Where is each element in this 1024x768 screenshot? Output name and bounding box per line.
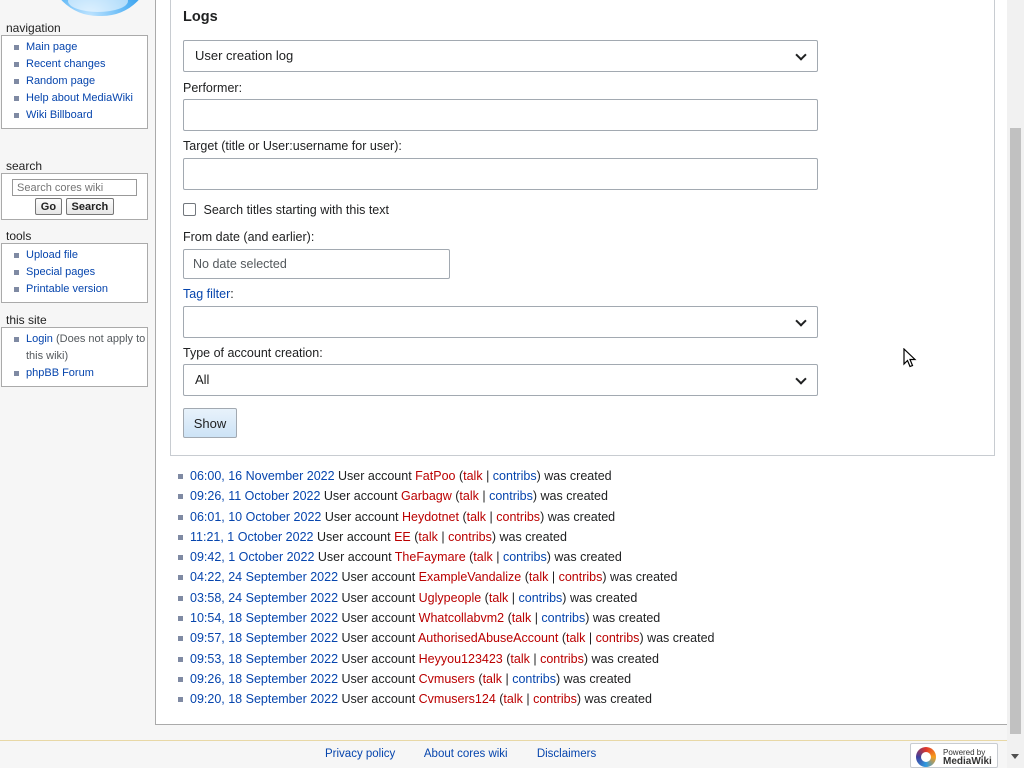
forum-link[interactable]: phpBB Forum xyxy=(26,367,94,379)
log-timestamp-link[interactable]: 06:01, 10 October 2022 xyxy=(190,509,322,524)
log-timestamp-link[interactable]: 04:22, 24 September 2022 xyxy=(190,570,339,585)
log-entry: 10:54, 18 September 2022 User account Whatcollabvm2 (talk | contribs) was created xyxy=(176,611,714,631)
log-user-link[interactable]: EE xyxy=(394,529,411,544)
log-talk-link[interactable]: talk xyxy=(466,509,487,524)
search-heading: search xyxy=(6,159,43,173)
site-item-forum[interactable] xyxy=(2,365,147,382)
log-separator: | xyxy=(533,651,537,666)
log-entry: 09:20, 18 September 2022 User account Cvmusers124 (talk | contribs) was created xyxy=(176,692,714,712)
powered-by-mediawiki-badge[interactable] xyxy=(910,743,998,768)
tag-filter-link[interactable]: Tag filter xyxy=(183,287,231,301)
log-talk-link[interactable]: talk xyxy=(565,631,586,646)
footer-disclaimers[interactable]: Disclaimers xyxy=(536,748,597,760)
search-body xyxy=(1,173,148,220)
log-contribs-link[interactable]: contribs xyxy=(558,570,603,585)
log-action-text: User account xyxy=(341,692,416,707)
log-contribs-link[interactable]: contribs xyxy=(502,550,547,565)
log-contribs-link[interactable]: contribs xyxy=(541,611,586,626)
log-user-link[interactable]: Cvmusers xyxy=(418,671,475,686)
log-timestamp-link[interactable]: 09:42, 1 October 2022 xyxy=(190,550,315,565)
log-talk-link[interactable]: talk xyxy=(503,692,523,707)
log-talk-link[interactable]: talk xyxy=(528,570,549,585)
log-talk-link[interactable]: talk xyxy=(510,651,530,666)
nav-link-random-page[interactable]: Random page xyxy=(26,75,96,87)
tag-filter-label xyxy=(183,287,234,301)
target-label: Target (title or User:username for user): xyxy=(183,139,402,153)
log-list xyxy=(176,469,714,713)
tools-item-upload-file[interactable] xyxy=(2,247,147,264)
powered-by-text xyxy=(943,748,992,766)
page-scrollbar[interactable] xyxy=(1007,0,1024,768)
log-entry: 09:26, 18 September 2022 User account Cvmusers (talk | contribs) was created xyxy=(176,672,714,692)
account-type-dropdown[interactable] xyxy=(183,364,818,396)
sidebar xyxy=(0,0,150,768)
log-type-value: User creation log xyxy=(195,48,294,63)
log-action-text: User account xyxy=(316,529,391,544)
go-button[interactable]: Go xyxy=(35,198,62,215)
log-contribs-link[interactable]: contribs xyxy=(448,529,492,544)
log-result-text: was created xyxy=(563,671,632,686)
log-talk-link[interactable]: talk xyxy=(488,590,509,605)
tools-heading: tools xyxy=(6,229,32,243)
mouse-cursor-icon xyxy=(903,348,917,368)
this-site-portlet xyxy=(0,313,148,387)
nav-link-help[interactable]: Help about MediaWiki xyxy=(26,92,133,104)
log-action-text: User account xyxy=(341,611,416,626)
log-entry: 09:53, 18 September 2022 User account Heyyou123423 (talk | contribs) was created xyxy=(176,652,714,672)
nav-item-random-page[interactable] xyxy=(2,73,147,90)
scrollbar-thumb[interactable] xyxy=(1010,128,1021,734)
logs-form xyxy=(170,0,995,456)
log-user-link[interactable]: Garbagw xyxy=(401,489,452,504)
this-site-heading: this site xyxy=(6,313,47,327)
log-timestamp-link[interactable]: 09:20, 18 September 2022 xyxy=(190,692,339,707)
log-user-link[interactable]: Heyyou123423 xyxy=(418,651,503,666)
nav-link-main-page[interactable]: Main page xyxy=(26,41,78,53)
log-separator: | xyxy=(511,590,516,605)
log-user-link[interactable]: FatPoo xyxy=(415,469,456,483)
account-type-value: All xyxy=(195,372,210,387)
log-result-text: was created xyxy=(569,590,638,605)
log-entry: 09:26, 11 October 2022 User account Garbagw (talk | contribs) was created xyxy=(176,489,714,509)
footer-about[interactable]: About cores wiki xyxy=(423,748,508,760)
log-user-link[interactable]: ExampleVandalize xyxy=(418,570,522,585)
log-result-text: was created xyxy=(547,509,616,524)
log-entry: 09:42, 1 October 2022 User account TheFaymare (talk | contribs) was created xyxy=(176,550,714,570)
log-user-link[interactable]: Heydotnet xyxy=(401,509,459,524)
log-action-text: User account xyxy=(324,509,399,524)
date-input[interactable] xyxy=(183,249,450,279)
log-action-text: User account xyxy=(341,651,416,666)
log-entry: 09:57, 18 September 2022 User account AuthorisedAbuseAccount (talk | contribs) was created xyxy=(176,631,714,651)
navigation-body xyxy=(1,35,148,129)
log-result-text: was created xyxy=(610,570,678,585)
log-entry: 04:22, 24 September 2022 User account ExampleVandalize (talk | contribs) was created xyxy=(176,570,714,590)
log-timestamp-link[interactable]: 06:00, 16 November 2022 xyxy=(190,469,335,483)
log-talk-link[interactable]: talk xyxy=(459,489,479,504)
log-contribs-link[interactable]: contribs xyxy=(595,631,640,646)
date-label: From date (and earlier): xyxy=(183,230,315,244)
log-result-text: was created xyxy=(540,489,608,504)
prefix-search-row[interactable] xyxy=(183,202,389,217)
show-button[interactable]: Show xyxy=(183,408,237,438)
tools-link-printable-version[interactable]: Printable version xyxy=(26,283,108,295)
log-separator: | xyxy=(486,469,490,483)
log-timestamp-link[interactable]: 10:54, 18 September 2022 xyxy=(190,611,339,626)
nav-link-wiki-billboard[interactable]: Wiki Billboard xyxy=(26,109,93,121)
chevron-down-icon xyxy=(795,373,806,384)
content-area xyxy=(155,0,1008,725)
prefix-search-label[interactable]: Search titles starting with this text xyxy=(203,202,389,217)
log-result-text: was created xyxy=(584,692,652,707)
log-contribs-link[interactable]: contribs xyxy=(489,489,533,504)
tools-body xyxy=(1,243,148,303)
log-user-link[interactable]: TheFaymare xyxy=(394,550,466,565)
log-timestamp-link[interactable]: 09:26, 11 October 2022 xyxy=(190,489,321,504)
log-timestamp-link[interactable]: 09:53, 18 September 2022 xyxy=(190,651,339,666)
site-item-login[interactable] xyxy=(2,331,147,365)
chevron-down-icon xyxy=(795,315,806,326)
chevron-down-icon xyxy=(795,49,806,60)
log-talk-link[interactable]: talk xyxy=(511,611,532,626)
log-talk-link[interactable]: talk xyxy=(463,469,483,483)
log-timestamp-link[interactable]: 11:21, 1 October 2022 xyxy=(190,529,314,544)
nav-link-recent-changes[interactable]: Recent changes xyxy=(26,58,106,70)
log-separator: | xyxy=(505,671,509,686)
performer-input[interactable] xyxy=(183,99,818,131)
tools-item-special-pages[interactable] xyxy=(2,264,147,281)
nav-item-recent-changes[interactable] xyxy=(2,56,147,73)
tools-link-upload-file[interactable]: Upload file xyxy=(26,249,78,261)
login-link[interactable]: Login xyxy=(26,333,53,345)
log-action-text: User account xyxy=(323,489,398,504)
log-talk-link[interactable]: talk xyxy=(418,529,438,544)
log-contribs-link[interactable]: contribs xyxy=(540,651,584,666)
log-talk-link[interactable]: talk xyxy=(473,550,493,565)
prefix-search-checkbox[interactable] xyxy=(183,203,196,216)
log-action-text: User account xyxy=(341,671,416,686)
tools-link-special-pages[interactable]: Special pages xyxy=(26,266,96,278)
performer-label: Performer: xyxy=(183,81,243,95)
log-talk-link[interactable]: talk xyxy=(482,671,503,686)
log-timestamp-link[interactable]: 09:26, 18 September 2022 xyxy=(190,671,339,686)
footer-links xyxy=(325,748,622,760)
navigation-portlet xyxy=(0,21,148,129)
login-note: (Does not apply to this wiki) xyxy=(26,333,146,362)
log-user-link[interactable]: Uglypeople xyxy=(418,590,482,605)
search-button[interactable]: Search xyxy=(66,198,115,215)
nav-item-main-page[interactable] xyxy=(2,39,147,56)
powered-by-line2: MediaWiki xyxy=(943,756,992,767)
log-result-text: was created xyxy=(591,651,659,666)
log-contribs-link[interactable]: contribs xyxy=(492,469,537,483)
tag-filter-colon: : xyxy=(230,287,234,301)
tools-item-printable-version[interactable] xyxy=(2,281,147,298)
target-input[interactable] xyxy=(183,158,818,190)
log-separator: | xyxy=(588,631,593,646)
scroll-down-arrow-icon[interactable] xyxy=(1011,754,1019,759)
powered-by-line1: Powered by xyxy=(943,748,986,757)
log-entry: 11:21, 1 October 2022 User account EE (talk | contribs) was created xyxy=(176,530,714,550)
mediawiki-logo-icon xyxy=(916,747,936,767)
log-separator: | xyxy=(551,570,556,585)
log-timestamp-link[interactable]: 09:57, 18 September 2022 xyxy=(190,631,339,646)
log-result-text: was created xyxy=(499,529,567,544)
log-entry: 03:58, 24 September 2022 User account Uglypeople (talk | contribs) was created xyxy=(176,591,714,611)
site-logo[interactable] xyxy=(48,0,152,16)
log-action-text: User account xyxy=(338,469,412,483)
log-contribs-link[interactable]: contribs xyxy=(518,590,563,605)
log-contribs-link[interactable]: contribs xyxy=(533,692,577,707)
log-user-link[interactable]: AuthorisedAbuseAccount xyxy=(417,631,559,646)
log-result-text: was created xyxy=(592,611,661,626)
navigation-heading: navigation xyxy=(6,21,61,35)
this-site-body xyxy=(1,327,148,387)
date-placeholder: No date selected xyxy=(193,257,287,271)
search-input[interactable] xyxy=(12,179,137,196)
log-action-text: User account xyxy=(341,590,416,605)
account-type-label: Type of account creation: xyxy=(183,346,323,360)
log-user-link[interactable]: Whatcollabvm2 xyxy=(418,611,505,626)
log-user-link[interactable]: Cvmusers124 xyxy=(418,692,496,707)
log-timestamp-link[interactable]: 03:58, 24 September 2022 xyxy=(190,590,339,605)
log-result-text: was created xyxy=(554,550,622,565)
log-contribs-link[interactable]: contribs xyxy=(512,671,557,686)
log-type-dropdown[interactable] xyxy=(183,40,818,72)
log-separator: | xyxy=(526,692,530,707)
log-entry: 06:00, 16 November 2022 User account FatPoo (talk | contribs) was created xyxy=(176,469,714,489)
log-separator: | xyxy=(534,611,538,626)
search-portlet xyxy=(0,159,148,220)
log-separator: | xyxy=(441,529,445,544)
nav-item-help[interactable] xyxy=(2,90,147,107)
tag-filter-dropdown[interactable] xyxy=(183,306,818,338)
log-action-text: User account xyxy=(341,570,416,585)
log-entry: 06:01, 10 October 2022 User account Heydotnet (talk | contribs) was created xyxy=(176,510,714,530)
footer-privacy-policy[interactable]: Privacy policy xyxy=(325,748,396,760)
log-contribs-link[interactable]: contribs xyxy=(496,509,541,524)
tools-portlet xyxy=(0,229,148,303)
nav-item-wiki-billboard[interactable] xyxy=(2,107,147,124)
log-separator: | xyxy=(489,509,493,524)
log-result-text: was created xyxy=(647,631,715,646)
log-action-text: User account xyxy=(317,550,392,565)
log-result-text: was created xyxy=(544,469,612,483)
log-separator: | xyxy=(496,550,500,565)
log-action-text: User account xyxy=(341,631,416,646)
form-legend: Logs xyxy=(183,9,218,25)
footer-divider xyxy=(0,740,1007,741)
log-separator: | xyxy=(482,489,486,504)
